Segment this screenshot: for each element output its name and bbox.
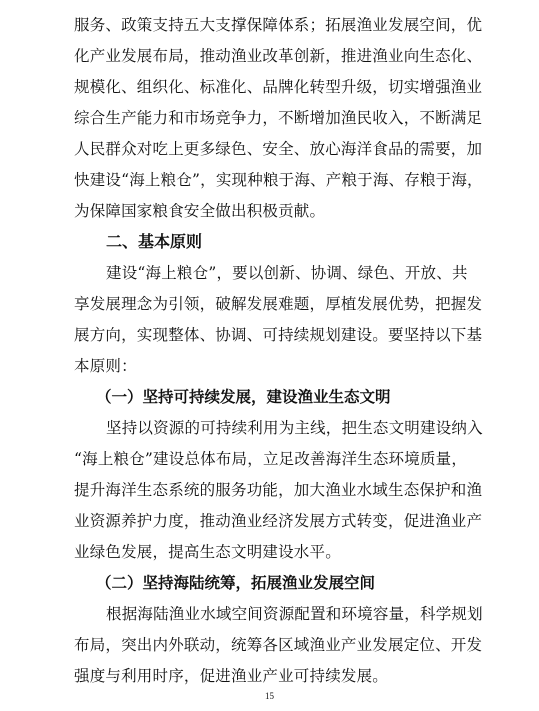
section-heading: 二、基本原则 xyxy=(106,232,203,251)
paragraph-line: 展方向，实现整体、协调、可持续规划建设。要坚持以下基 xyxy=(74,326,483,344)
paragraph-line: 快建设“海上粮仓”，实现种粮于海、产粮于海、存粮于海， xyxy=(74,171,483,189)
paragraph-line: 规模化、组织化、标准化、品牌化转型升级，切实增强渔业 xyxy=(74,78,483,96)
paragraph-line: 为保障国家粮食安全做出积极贡献。 xyxy=(74,202,326,220)
paragraph-line: 业绿色发展，提高生态文明建设水平。 xyxy=(74,543,341,561)
subsection-heading: （二）坚持海陆统筹，拓展渔业发展空间 xyxy=(96,573,376,592)
paragraph-line: 建设“海上粮仓”，要以创新、协调、绿色、开放、共 xyxy=(106,264,468,282)
paragraph-line: 服务、政策支持五大支撑保障体系；拓展渔业发展空间，优 xyxy=(74,16,483,34)
paragraph-line: 综合生产能力和市场竞争力，不断增加渔民收入，不断满足 xyxy=(74,109,483,127)
paragraph-line: 布局，突出内外联动，统筹各区域渔业产业发展定位、开发 xyxy=(74,636,483,654)
paragraph-line: 业资源养护力度，推动渔业经济发展方式转变，促进渔业产 xyxy=(74,512,483,530)
paragraph-line: 人民群众对吃上更多绿色、安全、放心海洋食品的需要，加 xyxy=(74,140,483,158)
paragraph-line: 强度与利用时序，促进渔业产业可持续发展。 xyxy=(74,667,389,685)
paragraph-line: 享发展理念为引领，破解发展难题，厚植发展优势，把握发 xyxy=(74,295,483,313)
paragraph-line: 化产业发展布局，推动渔业改革创新，推进渔业向生态化、 xyxy=(74,47,483,65)
paragraph-line: 坚持以资源的可持续利用为主线，把生态文明建设纳入 xyxy=(106,419,483,437)
paragraph-line: “海上粮仓”建设总体布局，立足改善海洋生态环境质量， xyxy=(74,450,468,468)
page-number: 15 xyxy=(265,691,274,701)
paragraph-line: 提升海洋生态系统的服务功能，加大渔业水域生态保护和渔 xyxy=(74,481,483,499)
paragraph-line: 根据海陆渔业水域空间资源配置和环境容量，科学规划 xyxy=(106,605,483,623)
paragraph-line: 本原则： xyxy=(74,357,137,375)
subsection-heading: （一）坚持可持续发展，建设渔业生态文明 xyxy=(96,387,391,406)
